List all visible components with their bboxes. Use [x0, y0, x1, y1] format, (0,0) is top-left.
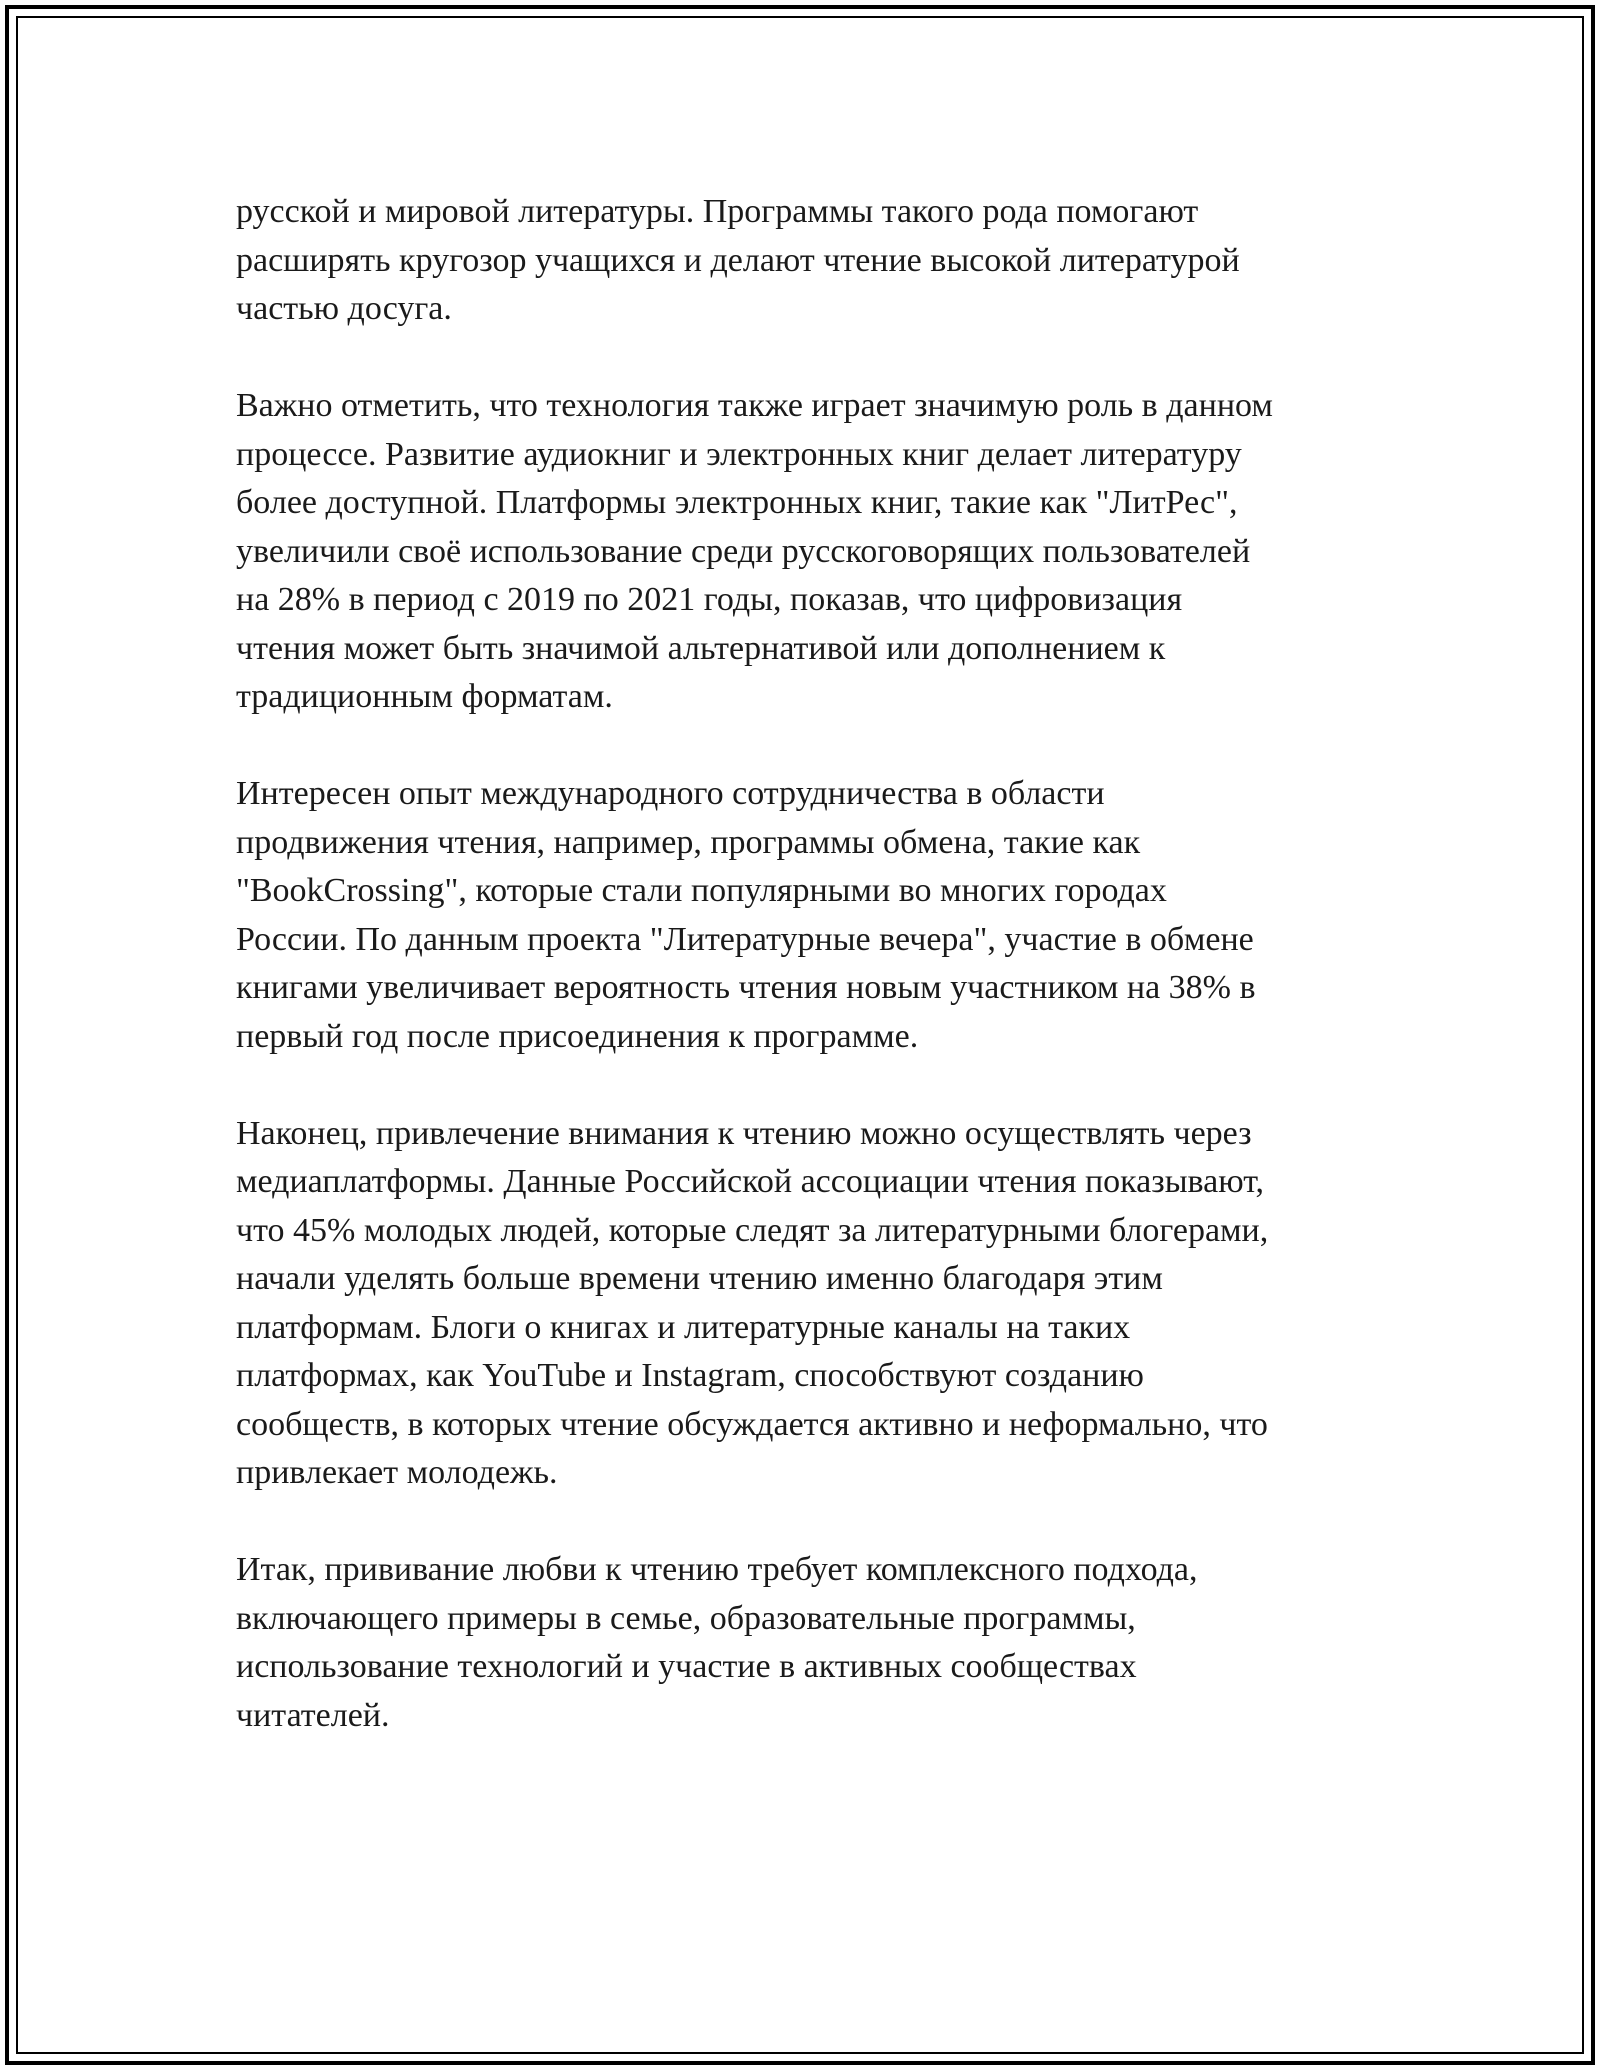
paragraph-literature-programs [236, 188, 1376, 334]
text-line: книгами увеличивает вероятность чтения новым участником на 38% в [236, 969, 1256, 1006]
document-body [236, 188, 1376, 1789]
text-line: читателей. [236, 1696, 390, 1734]
text-line: что 45% молодых людей, которые следят за литературными блогерами, [236, 1211, 1269, 1249]
text-line: медиаплатформы. Данные Российской ассоциации чтения показывают, [236, 1163, 1265, 1200]
text-line: привлекает молодежь. [236, 1454, 558, 1491]
text-line: использование технологий и участие в активных сообществах [236, 1648, 1137, 1685]
text-line: традиционным форматам. [236, 678, 613, 715]
text-line: сообществ, в которых чтение обсуждается активно и неформально, что [236, 1405, 1268, 1443]
text-line: частью досуга. [236, 290, 452, 327]
text-line: чтения может быть значимой альтернативой или дополнением к [236, 629, 1166, 667]
text-line: Важно отметить, что технология также играет значимую роль в данном [236, 387, 1273, 424]
text-line: русской и мировой литературы. Программы такого рода помогают [236, 193, 1199, 230]
text-line: платформах, как YouTube и Instagram, способствуют созданию [236, 1357, 1144, 1394]
text-line: "BookCrossing", которые стали популярными во многих городах [236, 872, 1167, 909]
text-line: увеличили своё использование среди русскоговорящих пользователей [236, 532, 1251, 570]
paragraph-media-platforms [236, 1110, 1376, 1498]
text-line: первый год после присоединения к программе. [236, 1017, 919, 1055]
paragraph-technology [236, 382, 1376, 722]
text-line: более доступной. Платформы электронных книг, такие как "ЛитРес", [236, 484, 1238, 521]
text-line: включающего примеры в семье, образовательные программы, [236, 1599, 1136, 1637]
text-line: Интересен опыт международного сотрудничества в области [236, 775, 1105, 812]
text-line: Наконец, привлечение внимания к чтению можно осуществлять через [236, 1114, 1252, 1152]
text-line: процессе. Развитие аудиокниг и электронных книг делает литературу [236, 435, 1242, 473]
text-line: начали уделять больше времени чтению именно благодаря этим [236, 1260, 1163, 1297]
text-line: продвижения чтения, например, программы обмена, такие как [236, 823, 1141, 861]
text-line: России. По данным проекта "Литературные вечера", участие в обмене [236, 920, 1254, 958]
text-line: Итак, прививание любви к чтению требует комплексного подхода, [236, 1551, 1198, 1588]
text-line: расширять кругозор учащихся и делают чтение высокой литературой [236, 241, 1240, 279]
text-line: на 28% в период с 2019 по 2021 годы, показав, что цифровизация [236, 581, 1183, 618]
text-line: платформам. Блоги о книгах и литературные каналы на таких [236, 1308, 1131, 1346]
paragraph-conclusion [236, 1546, 1376, 1740]
paragraph-international-cooperation [236, 770, 1376, 1061]
